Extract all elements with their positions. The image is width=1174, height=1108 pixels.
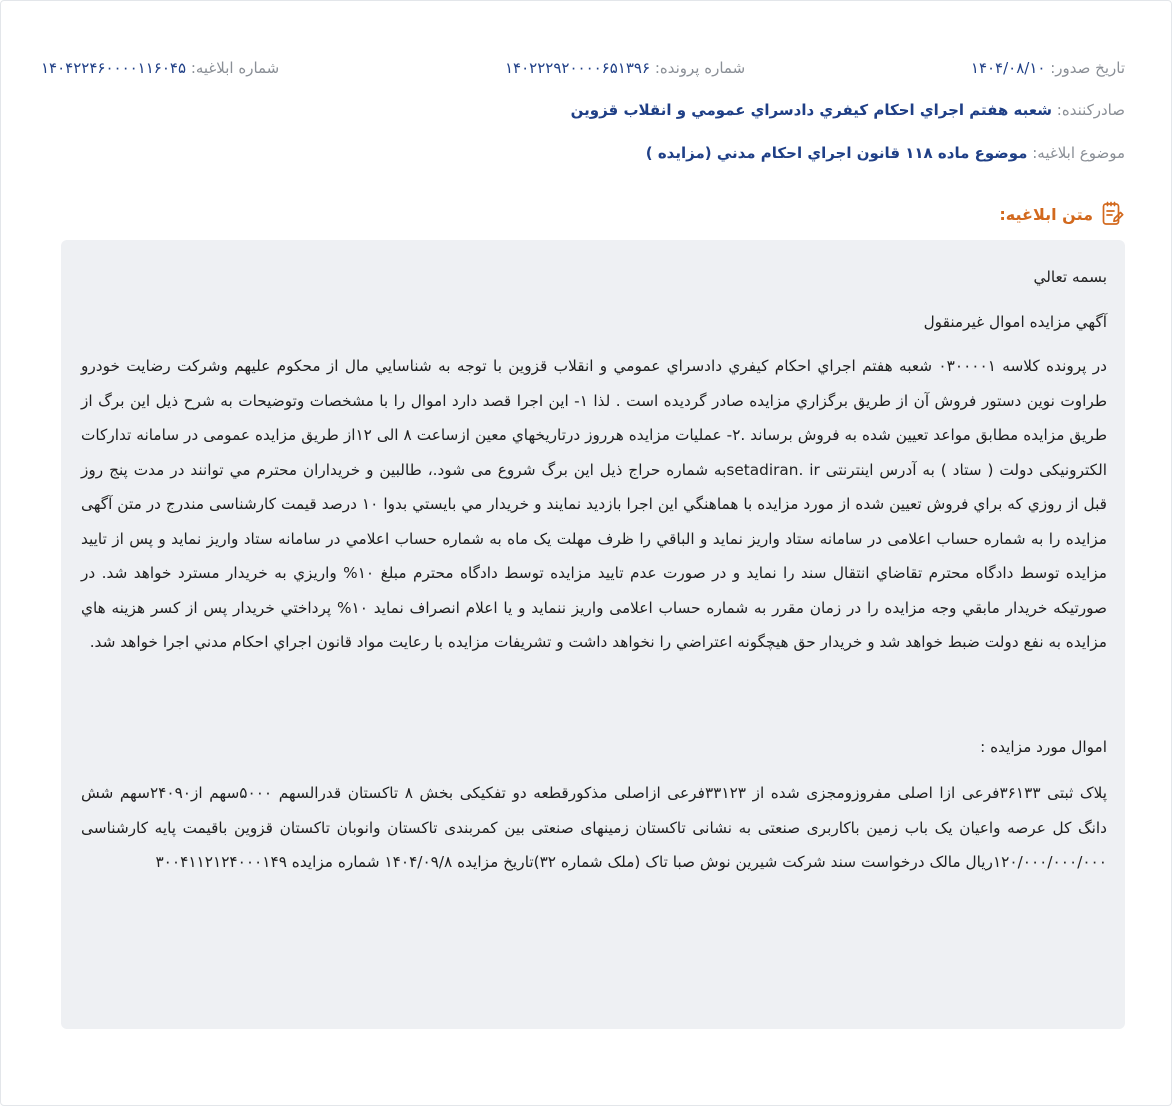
- issue-date: [971, 59, 1125, 77]
- issuer-line: [571, 101, 1125, 119]
- items-heading: اموال مورد مزايده :: [980, 737, 1107, 756]
- issue-date-label: تاریخ صدور:: [1050, 59, 1125, 77]
- notice-meta-row: [41, 59, 1125, 77]
- case-number-label: شماره پرونده:: [654, 59, 746, 77]
- notice-text-title: متن ابلاغیه:: [999, 204, 1093, 224]
- notice-text-heading: [999, 201, 1125, 227]
- document-edit-icon: [1101, 201, 1125, 227]
- notice-number-label: شماره ابلاغیه:: [190, 59, 280, 77]
- subject-value: موضوع ماده ۱۱۸ قانون اجراي احکام مدني (مزايده ): [645, 144, 1028, 162]
- auction-paragraph: در پرونده کلاسه ۰۳۰۰۰۰۱ شعبه هفتم اجراي احکام کيفري دادسراي عمومي و انقلاب قزوين با توجه به شناسايي مال از محکوم عليهم وشرکت رضايت خودرو طراوت نوين دستور فروش آن از طريق برگزاري مزايده صادر گرديده است . لذا ۱- اين اجرا قصد دارد اموال را با مشخصات وتوضيحات به شرح ذيل اين برگ از طريق مزايده مطابق مواعد تعيين شده به فروش برساند .۲- عمليات مزايده هرروز درتاريخهاي معين ازساعت ۸ الی ۱۲از طریق مزایده عمومی در سامانه تداركات الكترونیكی دولت ( ستاد ) به آدرس اینترنتی setadiran. irبه شماره حراج ذیل این برگ شروع می شود.، طالبين و خريداران محترم مي توانند در مدت پنج روز قبل از روزي که براي فروش تعيين شده از مورد مزايده با هماهنگي اين اجرا بازديد نمايند و خريدار مي بايستي بدوا ۱۰ درصد قیمت کارشناسی مندرج در متن آگهی مزایده را به شماره حساب اعلامی در سامانه ستاد واریز نماید و الباقي را ظرف مهلت یک ماه به شماره حساب اعلامي در سامانه ستاد واریز نماید و پس از تایید مزایده توسط دادگاه محترم تقاضاي انتقال سند را نمايد و در صورت عدم تایید مزایده توسط دادگاه محترم مبلغ ۱۰% واریزي به خریدار مسترد خواهد شد. در صورتیکه خریدار مابقي وجه مزايده را در زمان مقرر به شماره حساب اعلامی واریز ننماید و يا اعلام انصراف نمايد ۱۰% پرداختي خريدار پس از کسر هزينه هاي مزايده به نفع دولت ضبط خواهد شد و خريدار حق هيچگونه اعتراضي را نخواهد داشت و تشريفات مزايده با رعايت مواد قانون اجراي احکام مدني اجرا خواهد شد.: [81, 357, 1108, 651]
- notice-number-value: ۱۴۰۴۲۲۴۶۰۰۰۰۱۱۶۰۴۵: [41, 59, 187, 77]
- issuer-label: صادرکننده:: [1056, 101, 1125, 119]
- subject-label: موضوع ابلاغیه:: [1032, 144, 1125, 162]
- case-number-value: ۱۴۰۲۲۲۹۲۰۰۰۰۶۵۱۳۹۶: [505, 59, 651, 77]
- greeting: بسمه تعالي: [1033, 268, 1107, 286]
- subject-line: [646, 144, 1125, 162]
- notice-number: [41, 59, 279, 77]
- notice-body-panel: [61, 240, 1125, 1029]
- issue-date-value: ۱۴۰۴/۰۸/۱۰: [970, 59, 1046, 77]
- case-number: [505, 59, 745, 77]
- auction-heading: آگهي مزايده اموال غيرمنقول: [923, 312, 1107, 331]
- issuer-value: شعبه هفتم اجراي احکام کيفري دادسراي عمومي و انقلاب قزوين: [570, 101, 1052, 119]
- items-description: پلاک ثبتی ۳۶۱۳۳فرعی ازا اصلی مفروزومجزی شده از ۳۳۱۲۳فرعی ازاصلی مذکورقطعه دو تفکیکی بخش ۸ تاکستان قدرالسهم ۵۰۰۰سهم از۲۴۰۹۰سهم شش دانگ کل عرصه واعیان یک باب زمین باکاربری صنعتی به نشانی تاکستان زمینهای صنعتی بین کمربندی تاکستان وانوبان تاکستان قزوین باقیمت پایه کارشناسی ۱۲۰/۰۰۰/۰۰۰/۰۰۰ریال مالک درخواست سند شرکت شیرین نوش صبا تاک (ملک شماره ۳۲)تاریخ مزایده ۱۴۰۴/۰۹/۸ شماره مزایده ۳۰۰۴۱۱۲۱۲۴۰۰۰۱۴۹: [81, 784, 1107, 871]
